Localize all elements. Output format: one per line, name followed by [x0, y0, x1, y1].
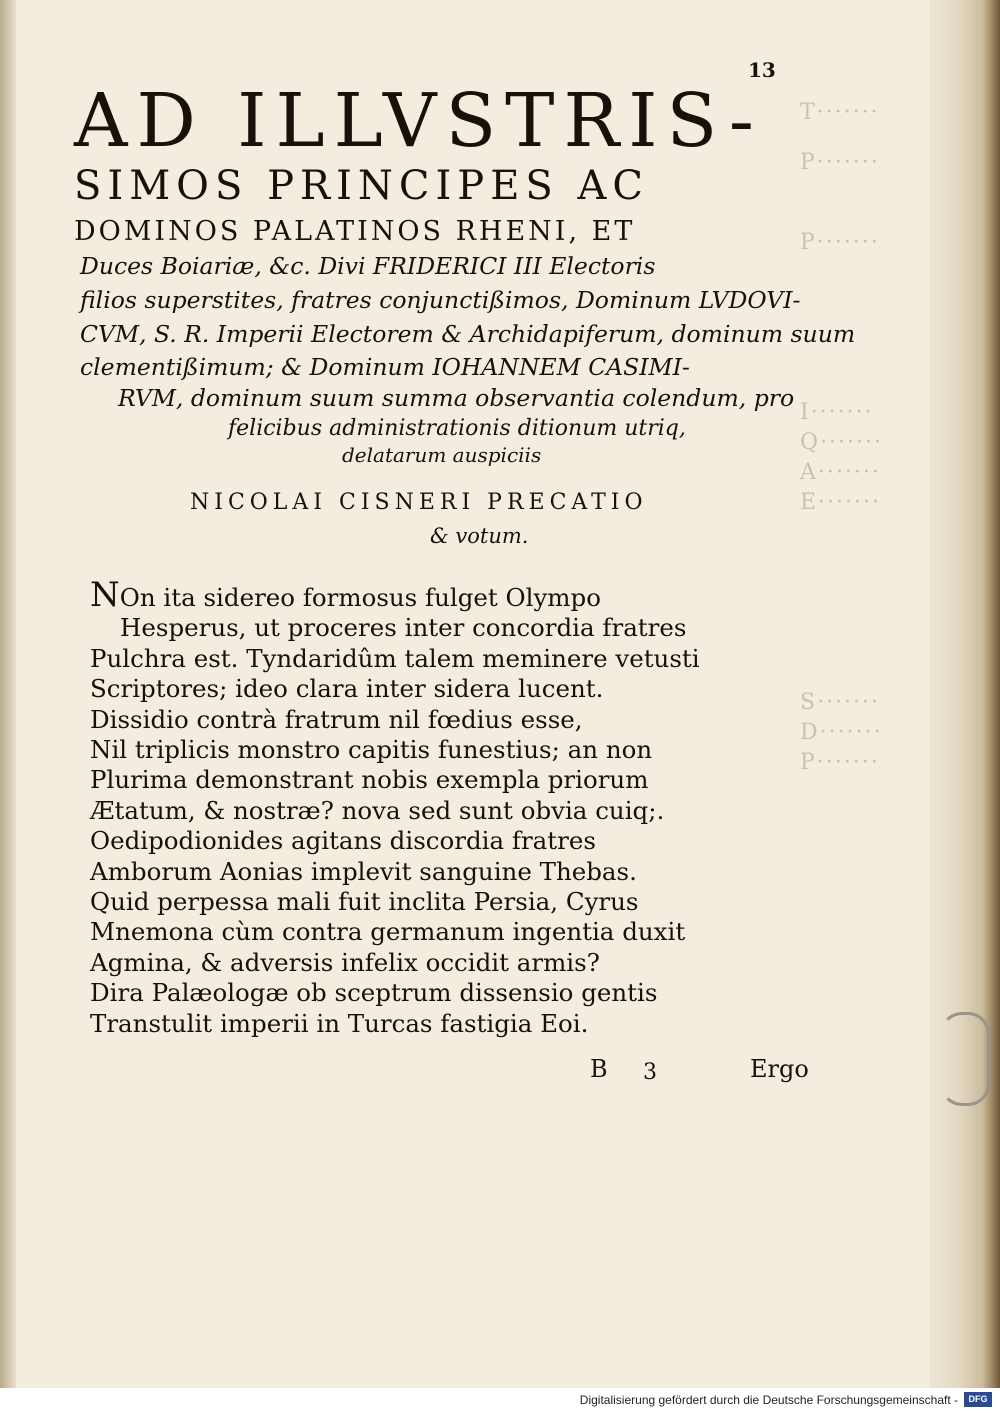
- verse-line: Transtulit imperii in Turcas fastigia Eoi.: [90, 1008, 589, 1038]
- verse-line: Pulchra est. Tyndaridûm talem meminere vetusti: [90, 643, 700, 673]
- verse-line: Nil triplicis monstro capitis funestius; an non: [90, 735, 653, 765]
- bleed-through: E·······: [800, 490, 882, 515]
- verse-line: Dira Palæologæ ob sceptrum dissensio gentis: [90, 978, 658, 1008]
- bleed-through: I·······: [800, 400, 874, 425]
- verse-line: [90, 575, 700, 615]
- bleed-through: P·······: [800, 750, 880, 775]
- dedication-title-line-2: SIMOS PRINCIPES AC: [74, 163, 650, 209]
- funding-credit: Digitalisierung gefördert durch die Deutsche Forschungsgemeinschaft -: [579, 1393, 958, 1407]
- dedication-italic-line: clementißimum; & Dominum IOHANNEM CASIMI-: [80, 353, 690, 381]
- verse-line: Mnemona cùm contra germanum ingentia duxit: [90, 917, 686, 947]
- verse-line: Quid perpessa mali fuit inclita Persia, Cyrus: [90, 887, 639, 917]
- dfg-logo: DFG: [964, 1392, 992, 1407]
- bleed-through: D·······: [800, 720, 883, 745]
- dedication-italic-line: delatarum auspiciis: [342, 443, 542, 467]
- dedication-italic-line: felicibus administrationis ditionum utriq,: [228, 416, 686, 441]
- verse-line: Agmina, & adversis infelix occidit armis?: [90, 947, 600, 977]
- paper-clip: [940, 1012, 990, 1106]
- digitization-footer: [0, 1388, 1000, 1413]
- dedication-italic-line: Duces Boiariæ, &c. Divi FRIDERICI III Electoris: [80, 252, 656, 280]
- verse-line: Oedipodionides agitans discordia fratres: [90, 826, 596, 856]
- bleed-through: T·······: [800, 100, 880, 125]
- verse-line: Scriptores; ideo clara inter sidera lucent.: [90, 674, 604, 704]
- initial-letter: N: [90, 575, 120, 615]
- dedication-italic-line: RVM, dominum suum summa observantia colendum, pro: [118, 384, 795, 412]
- poem-verse: [90, 575, 700, 1039]
- page-stack-edge: [930, 0, 1000, 1388]
- signature-number: 3: [643, 1060, 657, 1085]
- author-heading-votum: & votum.: [430, 524, 529, 548]
- verse-line: Amborum Aonias implevit sanguine Thebas.: [90, 856, 637, 886]
- verse-line-text: On ita sidereo formosus fulget Olympo: [119, 583, 601, 612]
- book-gutter: [0, 0, 16, 1388]
- bleed-through: P·······: [800, 230, 880, 255]
- bleed-through: A·······: [800, 460, 881, 485]
- bleed-through: Q·······: [800, 430, 883, 455]
- verse-line: Hesperus, ut proceres inter concordia fratres: [120, 613, 687, 643]
- dedication-title-line-3: DOMINOS PALATINOS RHENI, ET: [74, 216, 636, 247]
- bleed-through: P·······: [800, 150, 880, 175]
- page-number: 13: [748, 58, 776, 82]
- verse-line: Ætatum, & nostræ? nova sed sunt obvia cuiq;.: [90, 795, 665, 825]
- verse-line: Plurima demonstrant nobis exempla priorum: [90, 765, 649, 795]
- signature-mark: B: [590, 1055, 608, 1083]
- verse-line: Dissidio contrà fratrum nil fœdius esse,: [90, 704, 583, 734]
- dedication-italic-line: filios superstites, fratres conjunctißimos, Dominum LVDOVI-: [80, 286, 801, 314]
- catchword: Ergo: [750, 1055, 809, 1083]
- dedication-title-line-1: AD ILLVSTRIS-: [74, 78, 763, 164]
- dedication-italic-line: CVM, S. R. Imperii Electorem & Archidapiferum, dominum suum: [80, 320, 856, 348]
- bleed-through: S·······: [800, 690, 881, 715]
- author-heading: NICOLAI CISNERI PRECATIO: [190, 490, 648, 515]
